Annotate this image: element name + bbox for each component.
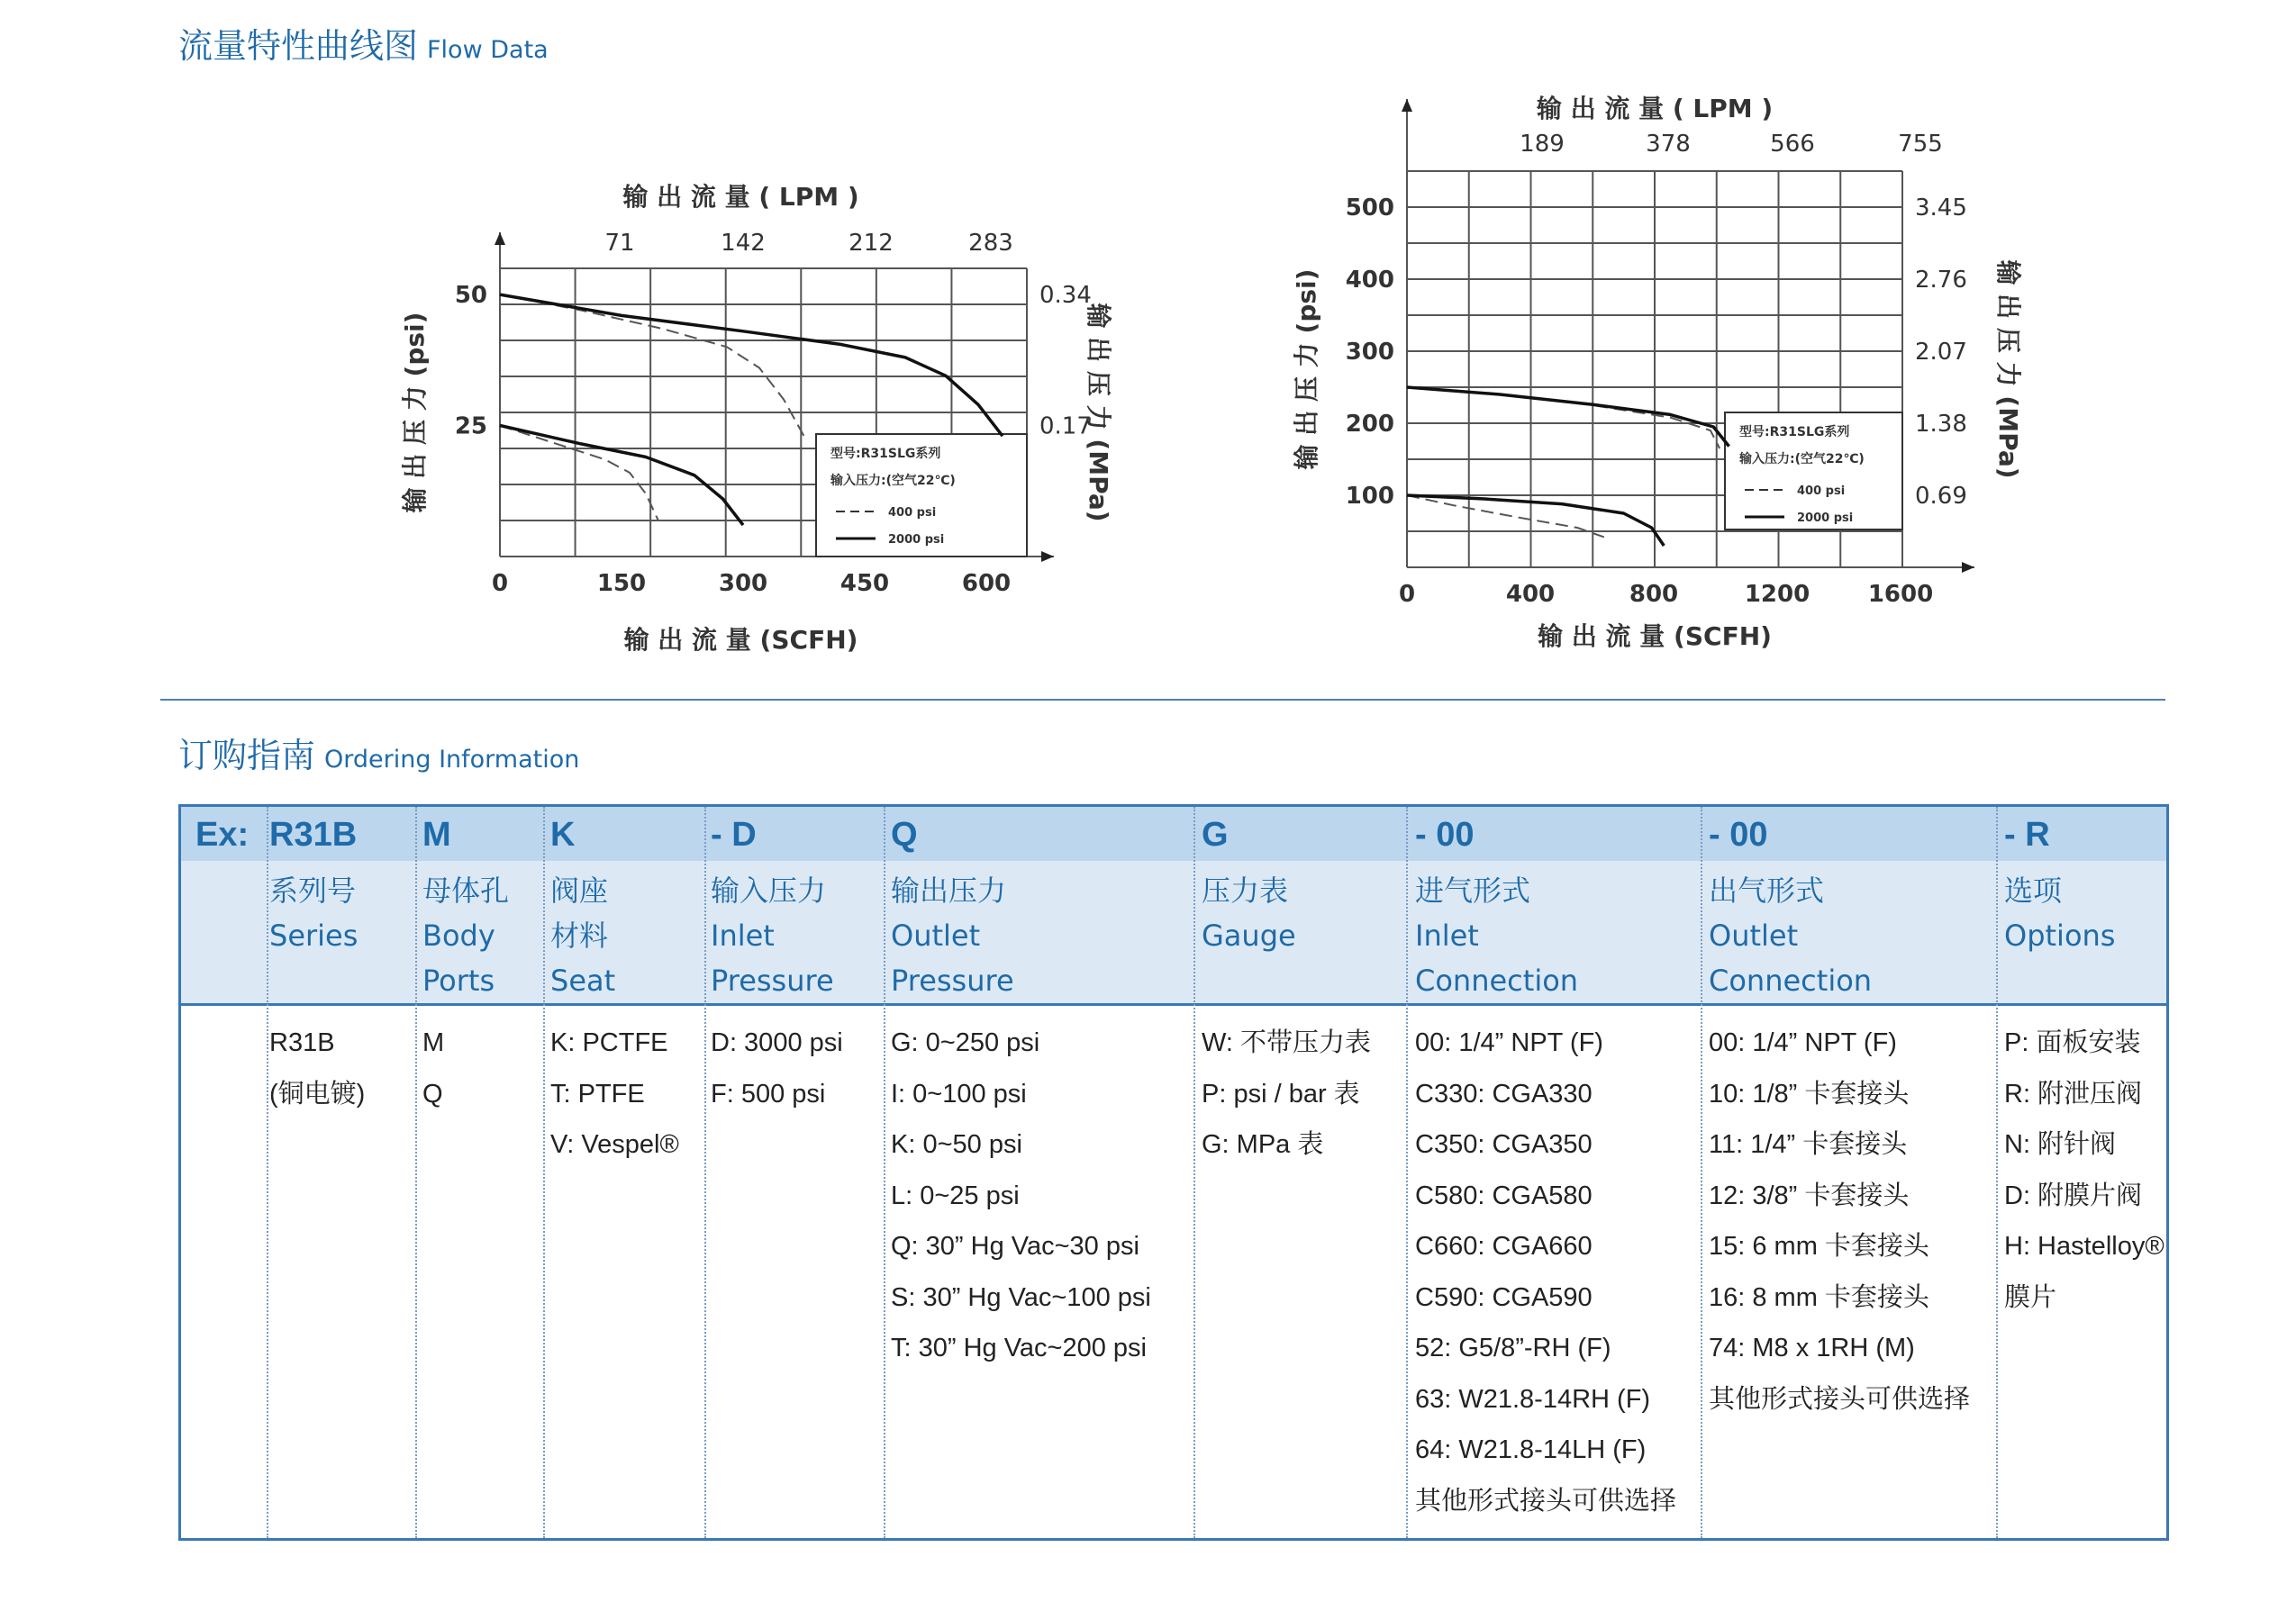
column-label-line: 压力表 xyxy=(1202,873,1289,908)
legend-solid-label: 2000 psi xyxy=(1797,511,1854,525)
ordering-info-heading xyxy=(178,728,579,777)
column-label-line: Pressure xyxy=(711,964,834,998)
flow-chart-high-pressure xyxy=(1279,81,2072,657)
option-list xyxy=(711,1018,843,1119)
x-tick-label: 1600 xyxy=(1867,581,1934,608)
column-label xyxy=(1415,868,1578,1003)
column-label-line: 进气形式 xyxy=(1415,873,1531,908)
option-item: 其他形式接头可供选择 xyxy=(1709,1384,1971,1414)
top-axis-title: 输 出 流 量 ( LPM ) xyxy=(1536,94,1774,123)
y-axis-arrow xyxy=(495,232,505,245)
column-label xyxy=(1709,868,1872,1003)
column-label-line: Connection xyxy=(1709,964,1873,998)
option-item: V: Vespel® xyxy=(550,1130,679,1159)
legend-input: 输入压力:(空气22℃) xyxy=(830,474,956,488)
option-item: 12: 3/8” 卡套接头 xyxy=(1709,1181,1910,1210)
option-item: R: 附泄压阀 xyxy=(2004,1079,2143,1109)
code-segment: R31B xyxy=(269,816,358,854)
series-solid-3 xyxy=(500,426,743,526)
option-item: M xyxy=(422,1028,445,1057)
column-label-line: Body xyxy=(422,919,495,953)
order-heading-en: Ordering Information xyxy=(324,746,580,774)
code-band xyxy=(181,807,2166,861)
x-tick-label: 450 xyxy=(839,570,890,597)
y-right-tick-label: 2.07 xyxy=(1915,339,1967,366)
option-item: C580: CGA580 xyxy=(1415,1181,1593,1210)
option-list xyxy=(891,1018,1151,1374)
option-item: P: 面板安装 xyxy=(2004,1028,2141,1057)
y-right-tick-label: 0.34 xyxy=(1039,282,1092,310)
x-tick-label: 400 xyxy=(1505,581,1556,608)
legend-solid-label: 2000 psi xyxy=(888,533,945,547)
column-label-line: 输入压力 xyxy=(711,873,827,908)
series-dashed-2 xyxy=(500,426,658,520)
column-label xyxy=(269,868,358,958)
column-label xyxy=(711,868,834,1003)
column-label xyxy=(2004,868,2115,958)
option-item: C660: CGA660 xyxy=(1415,1232,1593,1261)
column-divider xyxy=(1701,807,1702,1538)
x-top-tick-label: 189 xyxy=(1520,131,1565,158)
column-divider xyxy=(1406,807,1408,1538)
column-label-line: Options xyxy=(2004,919,2116,953)
x-top-tick-label: 71 xyxy=(604,230,635,257)
top-axis-title: 输 出 流 量 ( LPM ) xyxy=(622,182,859,212)
flow-heading-en: Flow Data xyxy=(427,36,549,64)
legend-model: 型号:R31SLG系列 xyxy=(830,447,941,461)
code-segment: G xyxy=(1202,816,1229,854)
y-right-tick-label: 1.38 xyxy=(1915,411,1967,438)
column-label-line: Series xyxy=(269,919,358,953)
y-axis-arrow xyxy=(1402,99,1412,112)
legend-dashed-label: 400 psi xyxy=(888,506,937,520)
series-solid-1 xyxy=(1407,387,1729,447)
y-tick-label: 400 xyxy=(1345,267,1394,294)
option-item: L: 0~25 psi xyxy=(891,1181,1020,1210)
chart2-grid xyxy=(1402,99,1974,573)
option-item: P: psi / bar 表 xyxy=(1202,1079,1360,1109)
option-item: K: PCTFE xyxy=(550,1028,668,1057)
column-divider xyxy=(543,807,545,1538)
column-divider xyxy=(704,807,706,1538)
option-item: D: 3000 psi xyxy=(711,1028,843,1057)
y-right-tick-label: 3.45 xyxy=(1915,195,1967,222)
column-divider xyxy=(1193,807,1195,1538)
chart2-curves xyxy=(1407,387,1729,546)
y-axis-title-right: 输 出 压 力 (MPa) xyxy=(1084,303,1113,522)
column-label xyxy=(550,868,615,1003)
option-item: T: 30” Hg Vac~200 psi xyxy=(891,1334,1147,1362)
y-right-tick-label: 2.76 xyxy=(1915,267,1967,294)
option-item: 11: 1/4” 卡套接头 xyxy=(1709,1130,1908,1159)
column-label-line: 系列号 xyxy=(269,873,357,908)
legend-dashed-label: 400 psi xyxy=(1797,484,1846,498)
legend-model: 型号:R31SLG系列 xyxy=(1739,425,1850,439)
column-divider xyxy=(267,807,268,1538)
column-label-line: 选项 xyxy=(2004,873,2063,908)
column-label-line: Inlet xyxy=(1415,919,1479,953)
series-dashed-0 xyxy=(500,294,804,436)
column-label xyxy=(1202,868,1296,958)
option-item: 16: 8 mm 卡套接头 xyxy=(1709,1282,1929,1312)
x-top-tick-label: 212 xyxy=(849,230,894,257)
y-tick-label: 25 xyxy=(454,412,487,440)
code-segment: - D xyxy=(711,816,757,854)
x-axis-arrow xyxy=(1041,551,1054,562)
option-list xyxy=(550,1018,679,1171)
y-axis-title-right: 输 出 压 力 (MPa) xyxy=(1993,259,2023,479)
option-item: K: 0~50 psi xyxy=(891,1130,1022,1159)
x-top-tick-label: 283 xyxy=(968,230,1013,257)
column-label-line: Pressure xyxy=(891,964,1014,998)
option-item: C330: CGA330 xyxy=(1415,1079,1593,1109)
option-item: R31B xyxy=(269,1028,335,1057)
x-top-tick-label: 566 xyxy=(1770,131,1815,158)
x-tick-label: 0 xyxy=(491,570,509,597)
x-tick-label: 300 xyxy=(718,570,768,597)
option-item: (铜电镀) xyxy=(269,1079,366,1109)
x-axis-arrow xyxy=(1962,562,1974,573)
option-item: C590: CGA590 xyxy=(1415,1282,1593,1312)
x-tick-label: 800 xyxy=(1629,581,1679,608)
column-divider xyxy=(1996,807,1998,1538)
y-tick-label: 300 xyxy=(1345,339,1394,366)
column-label xyxy=(891,868,1014,1003)
legend-input: 输入压力:(空气22℃) xyxy=(1739,452,1865,466)
flow-data-heading xyxy=(178,18,549,68)
option-item: G: 0~250 psi xyxy=(891,1028,1040,1057)
x-top-tick-label: 378 xyxy=(1646,131,1691,158)
code-segment: - R xyxy=(2004,816,2050,854)
y-axis-title-left: 输 出 压 力 (psi) xyxy=(400,312,430,513)
column-label-line: Ports xyxy=(422,964,495,998)
option-item: 00: 1/4” NPT (F) xyxy=(1709,1028,1897,1057)
chart1-labels xyxy=(400,182,1113,655)
option-item: S: 30” Hg Vac~100 psi xyxy=(891,1282,1151,1312)
x-tick-label: 1200 xyxy=(1744,581,1810,608)
y-right-tick-label: 0.69 xyxy=(1915,483,1967,510)
series-dashed-0 xyxy=(1407,387,1720,448)
option-list xyxy=(1709,1018,1970,1425)
column-divider xyxy=(884,807,885,1538)
column-label-line: Gauge xyxy=(1202,919,1296,953)
y-axis-title-left: 输 出 压 力 (psi) xyxy=(1292,268,1321,470)
section-divider xyxy=(160,699,2165,701)
option-list xyxy=(2004,1018,2164,1323)
code-segment: - 00 xyxy=(1415,816,1475,854)
x-axis-title: 输 出 流 量 (SCFH) xyxy=(1538,621,1772,651)
option-item: D: 附膜片阀 xyxy=(2004,1181,2143,1210)
option-item: 膜片 xyxy=(2004,1282,2057,1312)
option-item: H: Hastelloy® xyxy=(2004,1232,2164,1261)
ex-label: Ex: xyxy=(195,816,250,854)
option-item: G: MPa 表 xyxy=(1202,1130,1324,1159)
column-label xyxy=(422,868,509,1003)
y-tick-label: 100 xyxy=(1345,483,1394,510)
column-label-line: Inlet xyxy=(711,919,775,953)
option-item: 10: 1/8” 卡套接头 xyxy=(1709,1079,1910,1109)
y-tick-label: 500 xyxy=(1345,195,1394,222)
column-label-line: Outlet xyxy=(891,919,981,953)
y-tick-label: 50 xyxy=(454,282,487,310)
x-tick-label: 600 xyxy=(961,570,1012,597)
option-item: T: PTFE xyxy=(550,1079,645,1109)
flow-heading-zh: 流量特性曲线图 xyxy=(178,26,419,66)
option-item: 其他形式接头可供选择 xyxy=(1415,1486,1677,1516)
ordering-table xyxy=(178,804,2169,1541)
option-item: N: 附针阀 xyxy=(2004,1130,2117,1159)
code-segment: K xyxy=(550,816,576,854)
column-divider xyxy=(415,807,417,1538)
option-item: C350: CGA350 xyxy=(1415,1130,1593,1159)
option-item: I: 0~100 psi xyxy=(891,1079,1027,1109)
column-label-line: 材料 xyxy=(550,919,609,953)
column-label-line: 阀座 xyxy=(550,873,609,908)
option-list xyxy=(269,1018,365,1119)
y-right-tick-label: 0.17 xyxy=(1039,412,1092,440)
option-item: 74: M8 x 1RH (M) xyxy=(1709,1334,1915,1362)
option-item: Q: 30” Hg Vac~30 psi xyxy=(891,1232,1139,1261)
column-label-line: 输出压力 xyxy=(891,873,1007,908)
option-list xyxy=(1415,1018,1676,1526)
code-segment: - 00 xyxy=(1709,816,1768,854)
x-tick-label: 150 xyxy=(596,570,647,597)
x-axis-title: 输 出 流 量 (SCFH) xyxy=(623,625,858,655)
column-label-line: Connection xyxy=(1415,964,1579,998)
column-label-line: 母体孔 xyxy=(422,873,510,908)
option-item: 63: W21.8-14RH (F) xyxy=(1415,1384,1651,1414)
code-segment: Q xyxy=(891,816,918,854)
option-item: 15: 6 mm 卡套接头 xyxy=(1709,1232,1929,1261)
option-item: 00: 1/4” NPT (F) xyxy=(1415,1028,1603,1057)
column-label-line: Seat xyxy=(550,964,616,998)
column-label-line: 出气形式 xyxy=(1709,873,1825,908)
option-item: Q xyxy=(422,1079,443,1109)
option-item: W: 不带压力表 xyxy=(1202,1028,1371,1057)
code-segment: M xyxy=(422,816,451,854)
y-tick-label: 200 xyxy=(1345,411,1394,438)
flow-chart-low-pressure xyxy=(396,162,1135,666)
option-item: 64: W21.8-14LH (F) xyxy=(1415,1435,1647,1464)
order-heading-zh: 订购指南 xyxy=(178,736,316,775)
x-top-tick-label: 142 xyxy=(721,230,766,257)
option-list xyxy=(422,1018,444,1119)
option-item: 52: G5/8”-RH (F) xyxy=(1415,1334,1611,1362)
option-item: F: 500 psi xyxy=(711,1079,826,1109)
x-tick-label: 0 xyxy=(1398,581,1416,608)
option-list xyxy=(1202,1018,1371,1171)
column-label-line: Outlet xyxy=(1709,919,1799,953)
x-top-tick-label: 755 xyxy=(1898,131,1943,158)
